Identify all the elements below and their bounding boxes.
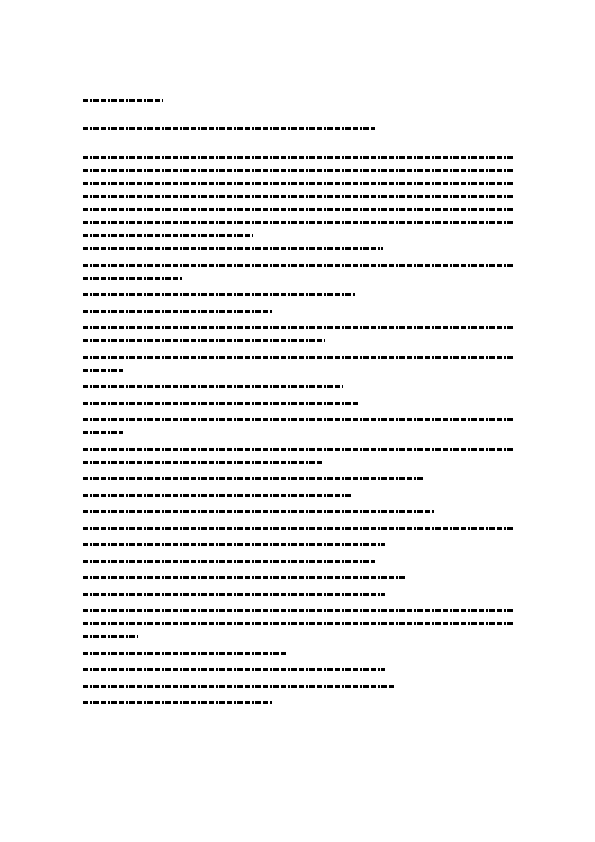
text-line (83, 685, 395, 688)
text-line (83, 635, 138, 638)
text-line (83, 234, 253, 237)
text-line (83, 652, 288, 655)
text-line (83, 477, 423, 480)
text-line (83, 195, 513, 198)
text-line (83, 622, 513, 625)
text-line (83, 609, 513, 612)
text-line (83, 668, 385, 671)
text-line (83, 527, 513, 530)
text-line (83, 494, 353, 497)
text-line (83, 593, 385, 596)
text-line (83, 356, 513, 359)
text-line (83, 264, 513, 267)
text-line (83, 310, 273, 313)
text-line (83, 448, 513, 451)
text-line (83, 576, 405, 579)
paragraph-1 (83, 156, 513, 237)
text-line (83, 510, 435, 513)
text-line (83, 277, 183, 280)
text-line (83, 418, 513, 421)
text-line (83, 431, 123, 434)
document-body (83, 156, 513, 718)
text-line (83, 339, 325, 342)
text-line (83, 326, 513, 329)
text-line (83, 402, 359, 405)
text-line (83, 156, 513, 159)
text-line (83, 221, 513, 224)
text-line (83, 385, 343, 388)
text-line (83, 461, 323, 464)
text-line (83, 543, 385, 546)
document-title (83, 127, 375, 130)
document-header (83, 99, 163, 102)
text-line (83, 208, 513, 211)
text-line (83, 701, 273, 704)
text-line (83, 169, 513, 172)
text-line (83, 182, 513, 185)
text-line (83, 247, 383, 250)
text-line (83, 369, 123, 372)
text-line (83, 293, 355, 296)
text-line (83, 560, 375, 563)
